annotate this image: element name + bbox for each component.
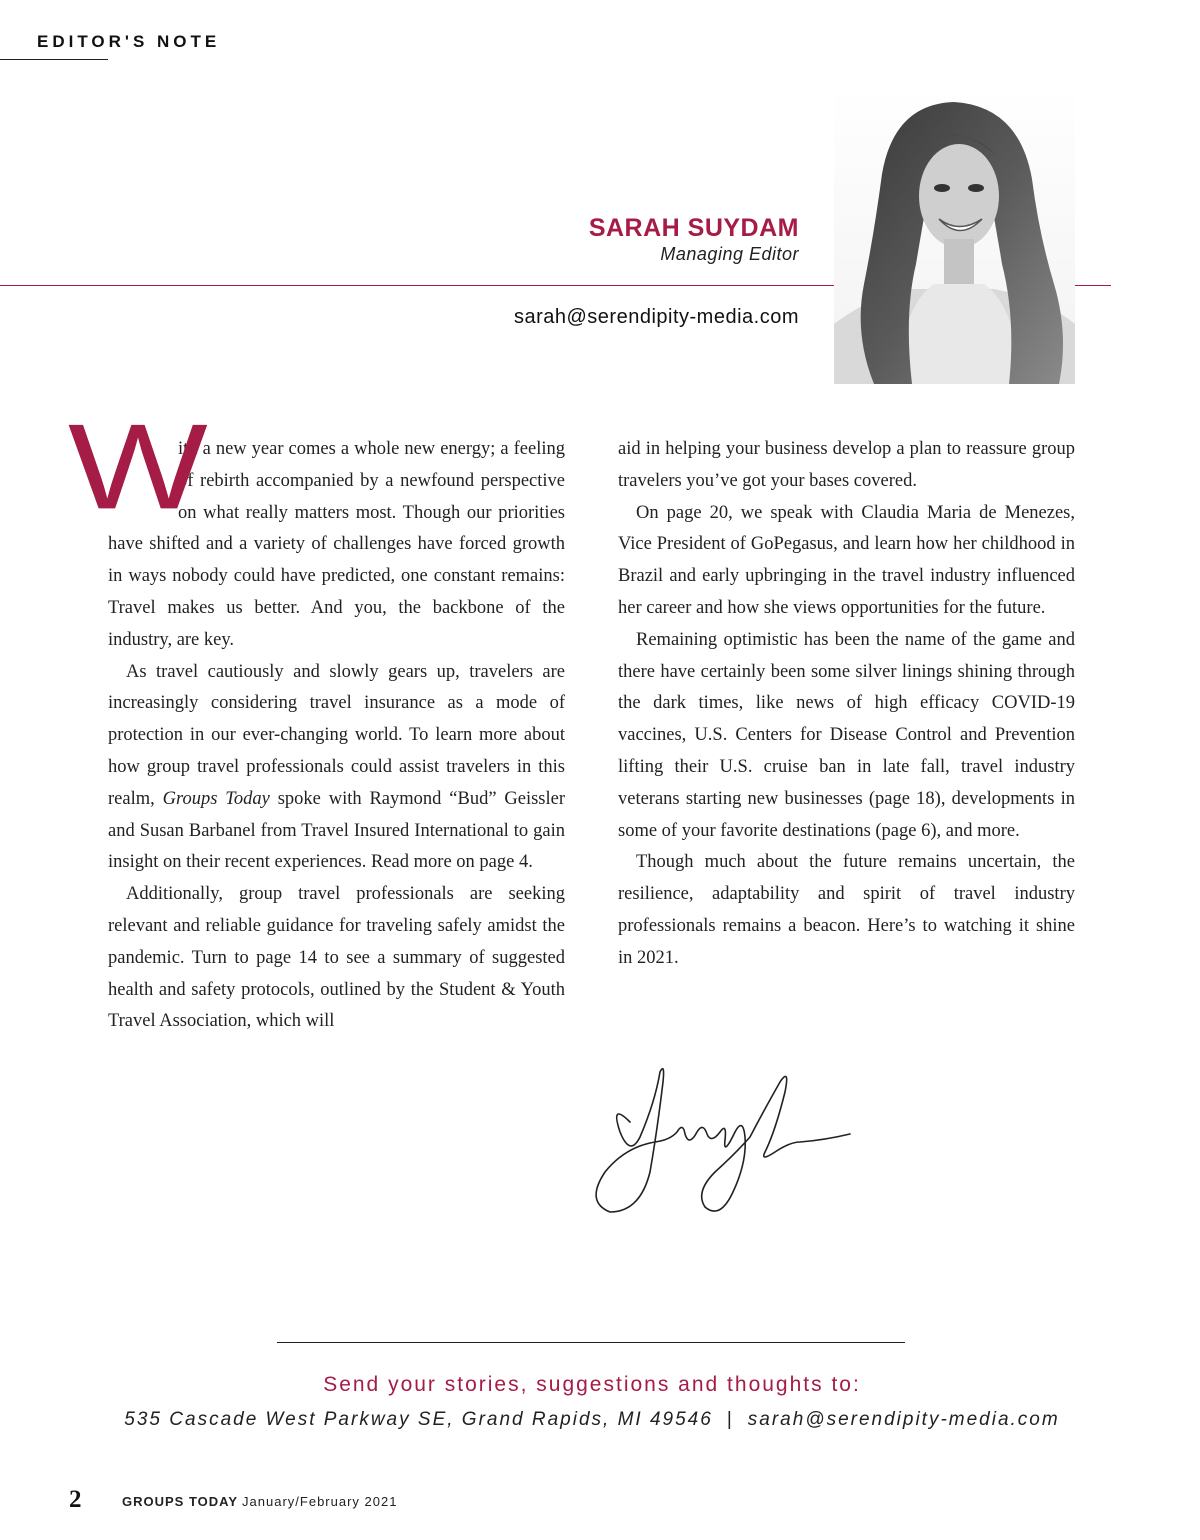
editor-signature [585, 1062, 855, 1222]
page-number: 2 [69, 1486, 82, 1513]
drop-cap: W [68, 399, 208, 535]
issue-date: January/February 2021 [242, 1494, 398, 1509]
author-email[interactable]: sarah@serendipity-media.com [513, 306, 799, 328]
footer-contact [0, 1409, 1184, 1431]
footer-rule [277, 1342, 905, 1343]
section-label-rule [0, 59, 108, 60]
article-paragraph: W ith a new year comes a whole new energy; a feeling of rebirth accompanied by a newfound perspective on what really matters most. Though our priorities have shifted and a variety of challenges have forced growth in ways nobody could have predicted, one constant remains: Travel makes us better. And you, the backbone of the industry, are key. [68, 399, 565, 650]
footer-separator: | [726, 1409, 734, 1430]
author-portrait [834, 84, 1075, 384]
footer-address: 535 Cascade West Parkway SE, Grand Rapids, MI 49546 [124, 1409, 713, 1430]
publication-title-italic: Groups Today [162, 788, 270, 809]
footer-prompt: Send your stories, suggestions and thoughts to: [323, 1373, 861, 1396]
author-title: Managing Editor [660, 244, 799, 264]
section-label: EDITOR'S NOTE [37, 32, 221, 51]
header-rule [0, 285, 834, 286]
author-name: SARAH SUYDAM [588, 214, 799, 242]
header-rule-right [1075, 285, 1111, 286]
article-column-right [618, 434, 1075, 975]
article-paragraph: Additionally, group travel professionals are seeking relevant and reliable guidance for traveling safely amidst the pandemic. Turn to page 14 to see a summary of suggested health and safety protocols, outlined by the Student & Youth Travel Association, which will [108, 884, 565, 1032]
article-paragraph: Though much about the future remains uncertain, the resilience, adaptability and spirit of travel industry professionals remains a beacon. Here’s to watching it shine in 2021. [618, 852, 1075, 968]
article-paragraph: aid in helping your business develop a plan to reassure group travelers you’ve got your bases covered. [618, 439, 1075, 491]
footer-email[interactable]: sarah@serendipity-media.com [747, 1409, 1060, 1430]
article-column-left [68, 399, 566, 1038]
article-paragraph: As travel cautiously and slowly gears up, travelers are increasingly considering travel insurance as a mode of protection in our ever-changing world. To learn more about how group travel professionals could assist travelers in this realm, Groups Today spoke with Raymond “Bud” Geissler and Susan Barbanel from Travel Insured International to gain insight on their recent experiences. Read more on page 4. [108, 661, 566, 873]
article-paragraph: On page 20, we speak with Claudia Maria de Menezes, Vice President of GoPegasus, and learn how her childhood in Brazil and early upbringing in the travel industry influenced her career and how she views opportunities for the future. [618, 502, 1075, 618]
publication-name: GROUPS TODAY [122, 1494, 239, 1509]
publication-line [122, 1494, 397, 1509]
article-paragraph: Remaining optimistic has been the name of the game and there have certainly been some silver linings shining through the dark times, like news of high efficacy COVID-19 vaccines, U.S. Centers for Disease Control and Prevention lifting their U.S. cruise ban in late fall, travel industry veterans starting new businesses (page 18), developments in some of your favorite destinations (page 6), and more. [618, 629, 1075, 841]
